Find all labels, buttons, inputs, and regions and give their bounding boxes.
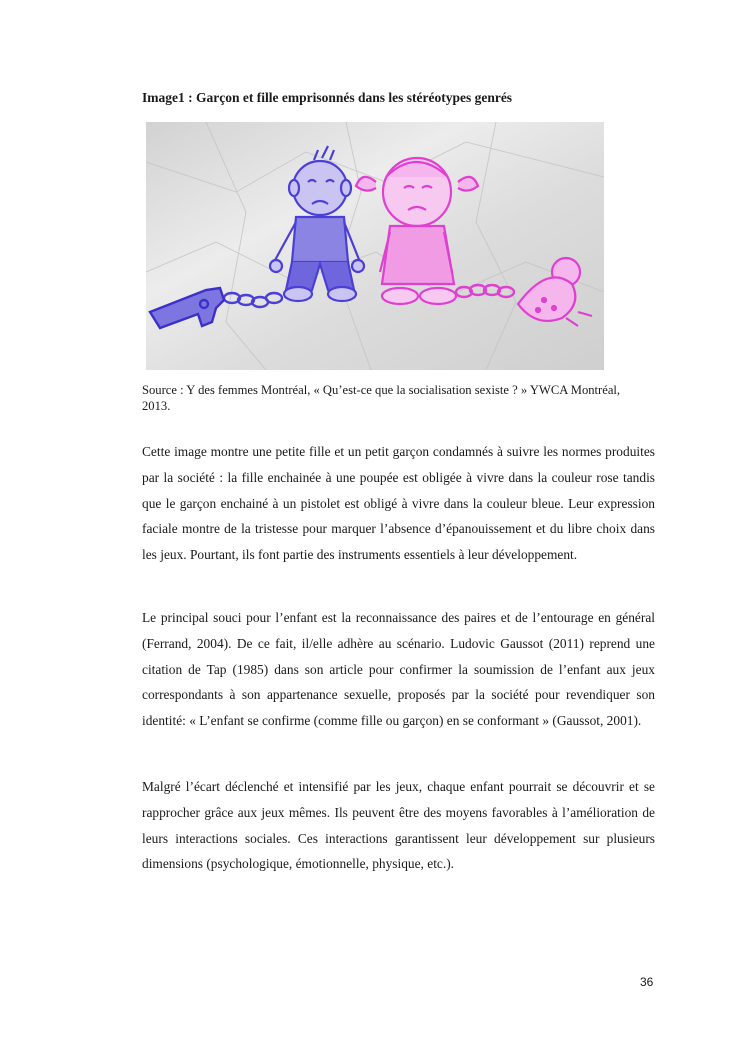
paragraph-2: Le principal souci pour l’enfant est la reconnaissance des paires et de l’entourage en général (Ferrand, 2004). De ce fait, il/elle adhère au scénario. Ludovic Gaussot (2011) reprend une citation de Tap (1985) dans son article pour confirmer la soumission de l’enfant aux jeux correspondants à son appartenance sexuelle, proposés par la société pour revendiquer son identité: « L’enfant se confirme (comme fille ou garçon) en se conformant » (Gaussot, 2001). bbox=[142, 610, 655, 729]
figure-caption: Image1 : Garçon et fille emprisonnés dans les stéréotypes genrés bbox=[142, 90, 513, 105]
figure-image bbox=[146, 122, 604, 370]
paragraph-3: Malgré l’écart déclenché et intensifié par les jeux, chaque enfant pourrait se découvrir et se rapprocher grâce aux jeux mêmes. Ils peuvent être des moyens favorables à l’amélioration de leurs interactions sociales. Ces interactions garantissent leur développement sur plusieurs dimensions (psychologique, émotionnelle, physique, etc.). bbox=[142, 779, 655, 872]
page-number: 36 bbox=[640, 975, 654, 989]
figure-source: Source : Y des femmes Montréal, « Qu’est-ce que la socialisation sexiste ? » YWCA Montréal, 2013. bbox=[142, 383, 621, 413]
paragraph-1: Cette image montre une petite fille et un petit garçon condamnés à suivre les normes produites par la société : la fille enchainée à une poupée est obligée à vivre dans la couleur rose tandis que le garçon enchainé à un pistolet est obligé à vivre dans la couleur bleue. Leur expression faciale montre de la tristesse pour marquer l’absence d’épanouissement et du libre choix dans les jeux. Pourtant, ils font partie des instruments essentiels à leur développement. bbox=[142, 444, 655, 563]
